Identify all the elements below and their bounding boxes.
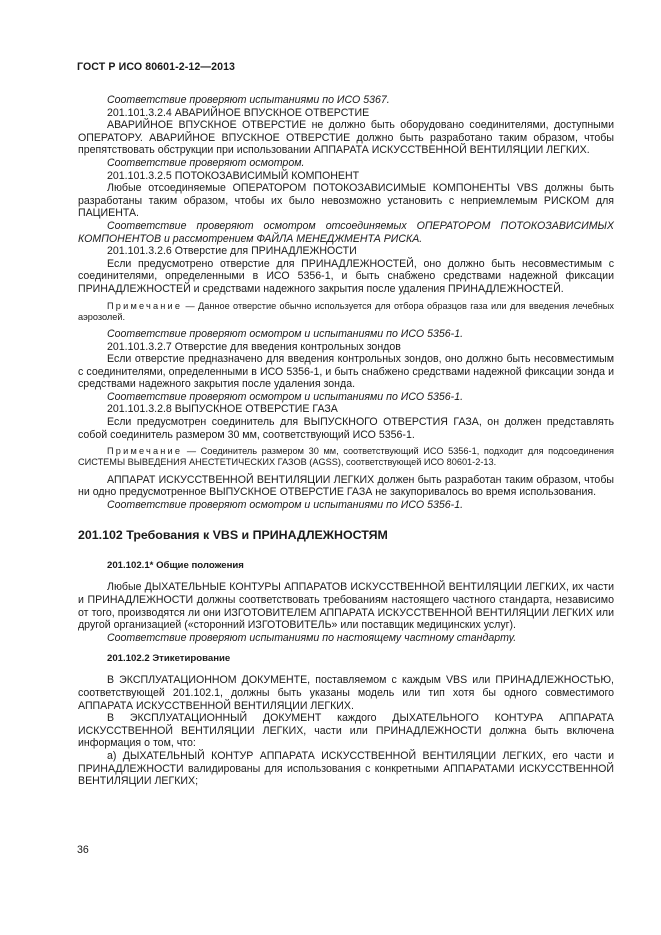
note-text: — Данное отверстие обычно используется для отбора образцов газа или для введения лечебных аэрозолей. [78, 300, 614, 322]
standard-header: ГОСТ Р ИСО 80601-2-12—2013 [77, 61, 236, 73]
list-item: а) ДЫХАТЕЛЬНЫЙ КОНТУР АППАРАТА ИСКУССТВЕННОЙ ВЕНТИЛЯЦИИ ЛЕГКИХ, его части и ПРИНАДЛЕЖНОСТИ валидированы для использования с конкретными АППАРАТАМИ ИСКУССТВЕННОЙ ВЕНТИЛЯЦИИ ЛЕГКИХ; [78, 749, 614, 788]
paragraph: АВАРИЙНОЕ ВПУСКНОЕ ОТВЕРСТИЕ не должно быть оборудовано соединителями, доступными ОПЕРАТОРУ. АВАРИЙНОЕ ВПУСКНОЕ ОТВЕРСТИЕ должно быть разработано таким образом, чтобы препятствовать обструкции при использовании АППАРАТА ИСКУССТВЕННОЙ ВЕНТИЛЯЦИИ ЛЕГКИХ. [78, 119, 614, 157]
paragraph: Любые отсоединяемые ОПЕРАТОРОМ ПОТОКОЗАВИСИМЫЕ КОМПОНЕНТЫ VBS должны быть разработаны таким образом, чтобы их было невозможно установить с неприемлемым РИСКОМ для ПАЦИЕНТА. [78, 182, 614, 220]
paragraph: В ЭКСПЛУАТАЦИОННОМ ДОКУМЕНТЕ, поставляемом с каждым VBS или ПРИНАДЛЕЖНОСТЬЮ, соответствующей 201.102.1, должны быть указаны модель или тип хотя бы одного совместимого АППАРАТА ИСКУССТВЕННОЙ ВЕНТИЛЯЦИИ ЛЕГКИХ. [78, 674, 614, 712]
clause-heading: 201.101.3.2.6 Отверстие для ПРИНАДЛЕЖНОСТИ [107, 245, 357, 258]
compliance-paragraph: Соответствие проверяют испытаниями по ИСО 5367. [107, 94, 390, 106]
note-paragraph [78, 446, 614, 468]
clause-heading: 201.101.3.2.8 ВЫПУСКНОЕ ОТВЕРСТИЕ ГАЗА [107, 403, 338, 416]
section-heading: 201.102 Требования к VBS и ПРИНАДЛЕЖНОСТЯМ [78, 528, 388, 543]
note-label: Примечание [107, 446, 183, 457]
clause-heading: 201.101.3.2.7 Отверстие для введения контрольных зондов [107, 340, 401, 353]
paragraph: Если предусмотрено отверстие для ПРИНАДЛЕЖНОСТЕЙ, оно должно быть несовместимым с соединителями, определенными в ИСО 5356-1, и быть снабжено средствами надежной фиксации ПРИНАДЛЕЖНОСТЕЙ и средствами надежного закрытия после удаления ПРИНАДЛЕЖНОСТЕЙ. [78, 257, 614, 295]
note-paragraph [78, 301, 614, 323]
subsection-heading: 201.102.1* Общие положения [107, 560, 244, 572]
paragraph: В ЭКСПЛУАТАЦИОННЫЙ ДОКУМЕНТ каждого ДЫХАТЕЛЬНОГО КОНТУРА АППАРАТА ИСКУССТВЕННОЙ ВЕНТИЛЯЦИИ ЛЕГКИХ, части или ПРИНАДЛЕЖНОСТИ должна быть включена информация о том, что: [78, 712, 614, 750]
compliance-paragraph: Соответствие проверяют осмотром отсоединяемых ОПЕРАТОРОМ ПОТОКОЗАВИСИМЫХ КОМПОНЕНТОВ и рассмотрением ФАЙЛА МЕНЕДЖМЕНТА РИСКА. [78, 219, 614, 245]
paragraph: Любые ДЫХАТЕЛЬНЫЕ КОНТУРЫ АППАРАТОВ ИСКУССТВЕННОЙ ВЕНТИЛЯЦИИ ЛЕГКИХ, их части и ПРИНАДЛЕЖНОСТИ должны соответствовать требованиям настоящего частного стандарта, независимо от того, производятся ли они ИЗГОТОВИТЕЛЕМ АППАРАТА ИСКУССТВЕННОЙ ВЕНТИЛЯЦИИ ЛЕГКИХ или другой организацией («сторонний ИЗГОТОВИТЕЛЬ» или поставщик медицинских услуг). [78, 581, 614, 632]
compliance-paragraph: Соответствие проверяют осмотром. [107, 156, 305, 169]
note-text: — Соединитель размером 30 мм, соответствующий ИСО 5356-1, подходит для подсоединения СИСТЕМЫ ВЫВЕДЕНИЯ АНЕСТЕТИЧЕСКИХ ГАЗОВ (AGSS), соответствующей ИСО 80601-2-13. [78, 446, 614, 468]
compliance-paragraph: Соответствие проверяют осмотром и испытаниями по ИСО 5356-1. [107, 390, 464, 403]
compliance-paragraph: Соответствие проверяют осмотром и испытаниями по ИСО 5356-1. [107, 498, 464, 511]
page-number: 36 [77, 844, 89, 856]
subsection-heading: 201.102.2 Этикетирование [107, 653, 231, 665]
clause-heading: 201.101.3.2.4 АВАРИЙНОЕ ВПУСКНОЕ ОТВЕРСТИЕ [107, 106, 370, 119]
document-body [78, 94, 614, 788]
clause-heading: 201.101.3.2.5 ПОТОКОЗАВИСИМЫЙ КОМПОНЕНТ [107, 169, 360, 182]
note-label: Примечание [107, 300, 183, 311]
paragraph: Если предусмотрен соединитель для ВЫПУСКНОГО ОТВЕРСТИЯ ГАЗА, он должен представлять собой соединитель размером 30 мм, соответствующий ИСО 5356-1. [78, 416, 614, 441]
paragraph: АППАРАТ ИСКУССТВЕННОЙ ВЕНТИЛЯЦИИ ЛЕГКИХ должен быть разработан таким образом, чтобы ни одно предусмотренное ВЫПУСКНОЕ ОТВЕРСТИЕ ГАЗА не закупоривалось во время использования. [78, 473, 614, 499]
paragraph: Если отверстие предназначено для введения контрольных зондов, оно должно быть несовместимым с соединителями, определенными в ИСО 5356-1, и быть снабжено средствами надежной фиксации зонда и средствами надежного закрытия после удаления зонда. [78, 353, 614, 391]
compliance-paragraph: Соответствие проверяют осмотром и испытаниями по ИСО 5356-1. [107, 327, 464, 340]
compliance-paragraph: Соответствие проверяют испытаниями по настоящему частному стандарту. [107, 631, 517, 644]
